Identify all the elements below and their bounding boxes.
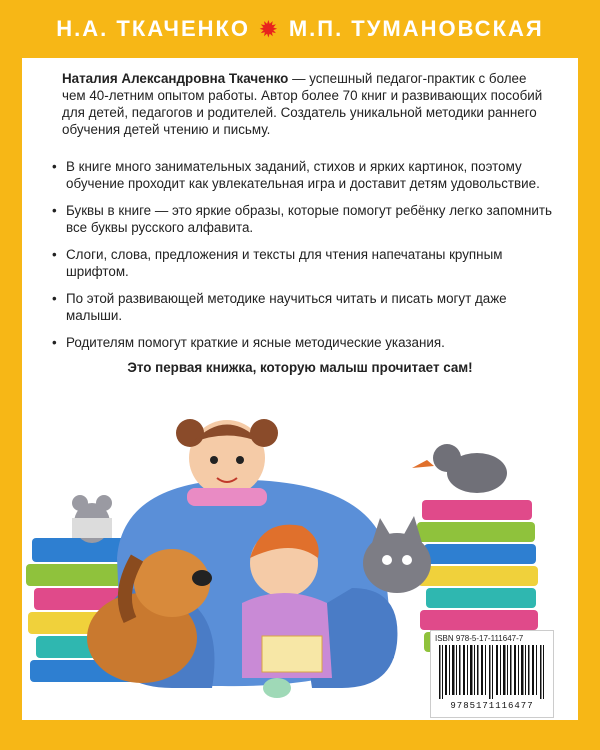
list-item: • Буквы в книге — это яркие образы, которые помогут ребёнку легко запомнить все буквы русского алфавита. xyxy=(52,202,562,236)
author-bio-text: — успешный педагог-практик с более чем 40-летним опытом работы. Автор более 70 книг и развивающих пособий для детей, педагогов и родителей. Создатель уникальной методики раннего обучения детей чтению и письму. xyxy=(62,71,543,137)
author-bio xyxy=(62,70,552,138)
author-name: Наталия Александровна Ткаченко xyxy=(62,71,289,86)
isbn-barcode-block xyxy=(430,630,554,718)
barcode-number: 9785171116477 xyxy=(450,701,534,711)
girl-figure xyxy=(176,419,278,506)
author-1: Н.А. ТКАЧЕНКО xyxy=(56,16,251,41)
barcode-icon xyxy=(437,645,547,699)
list-item: • В книге много занимательных заданий, стихов и ярких картинок, поэтому обучение проходит как увлекательная игра и доставит детям удовольствие. xyxy=(52,158,562,192)
list-item: • По этой развивающей методике научиться читать и писать могут даже малыши. xyxy=(52,290,562,324)
tagline: Это первая книжка, которую малыш прочитает сам! xyxy=(127,360,473,375)
star-icon: ✹ xyxy=(260,18,279,41)
boy-figure xyxy=(242,525,332,698)
isbn-label: ISBN 978-5-17-111647-7 xyxy=(435,634,524,643)
authors-header xyxy=(0,0,600,58)
content-panel xyxy=(22,58,578,720)
list-item: • Родителям помогут краткие и ясные методические указания. xyxy=(52,334,562,351)
list-item: • Слоги, слова, предложения и тексты для чтения напечатаны крупным шрифтом. xyxy=(52,246,562,280)
crow-figure xyxy=(412,444,507,493)
feature-list xyxy=(52,158,562,361)
author-2: М.П. ТУМАНОВСКАЯ xyxy=(288,16,544,41)
mouse-figure xyxy=(72,495,112,543)
